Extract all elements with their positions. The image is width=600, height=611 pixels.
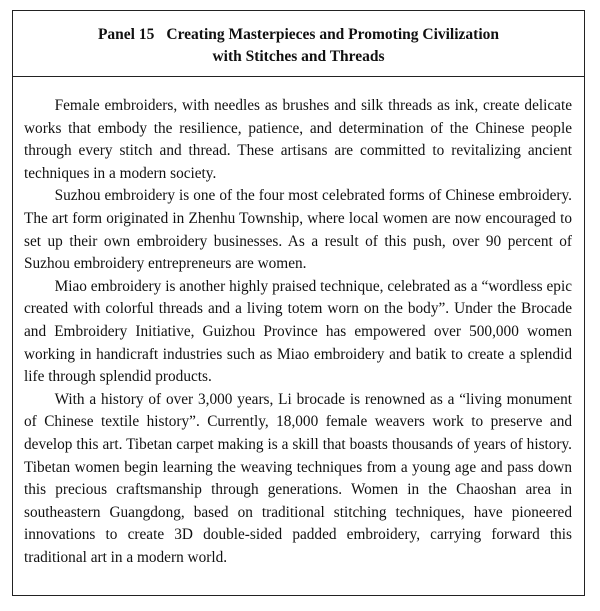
paragraph-embroiderers: Female embroiders, with needles as brushes and silk threads as ink, create delicate works that embody the resilience, patience, and determination of the Chinese people through every stitch and thread. These artisans are committed to revitalizing ancient techniques in a modern society. — [24, 97, 572, 182]
panel-title — [13, 24, 584, 68]
panel-title-line-2: with Stitches and Threads — [212, 48, 385, 65]
panel-body — [13, 77, 584, 569]
panel-box — [12, 10, 585, 596]
paragraph-li-brocade: With a history of over 3,000 years, Li brocade is renowned as a “living monument of Chinese textile history”. Currently, 18,000 female weavers work to preserve and develop this art. Tibetan carpet making is a skill that boasts thousands of years of history. Tibetan women begin learning the weaving techniques from a young age and pass down this precious craftsmanship through generations. Women in the Chaoshan area in southeastern Guangdong, based on traditional stitching techniques, have pioneered innovations to create 3D double-sided padded embroidery, carrying forward this traditional art in a modern world. — [24, 390, 572, 566]
paragraph-miao-embroidery: Miao embroidery is another highly praised technique, celebrated as a “wordless epic created with colorful threads and a living totem worn on the body”. Under the Brocade and Embroidery Initiative, Guizhou Province has empowered over 500,000 women working in handicraft industries such as Miao embroidery and batik to create a splendid life through splendid products. — [24, 277, 572, 386]
panel-title-text-1: Creating Masterpieces and Promoting Civilization — [166, 26, 500, 43]
panel-title-line-1 — [13, 24, 584, 46]
paragraph-suzhou-embroidery: Suzhou embroidery is one of the four most celebrated forms of Chinese embroidery. The art form originated in Zhenhu Township, where local women are now encouraged to set up their own embroidery businesses. As a result of this push, over 90 percent of Suzhou embroidery entrepreneurs are women. — [24, 187, 572, 273]
panel-header — [13, 11, 584, 77]
panel-number: Panel 15 — [97, 26, 155, 43]
